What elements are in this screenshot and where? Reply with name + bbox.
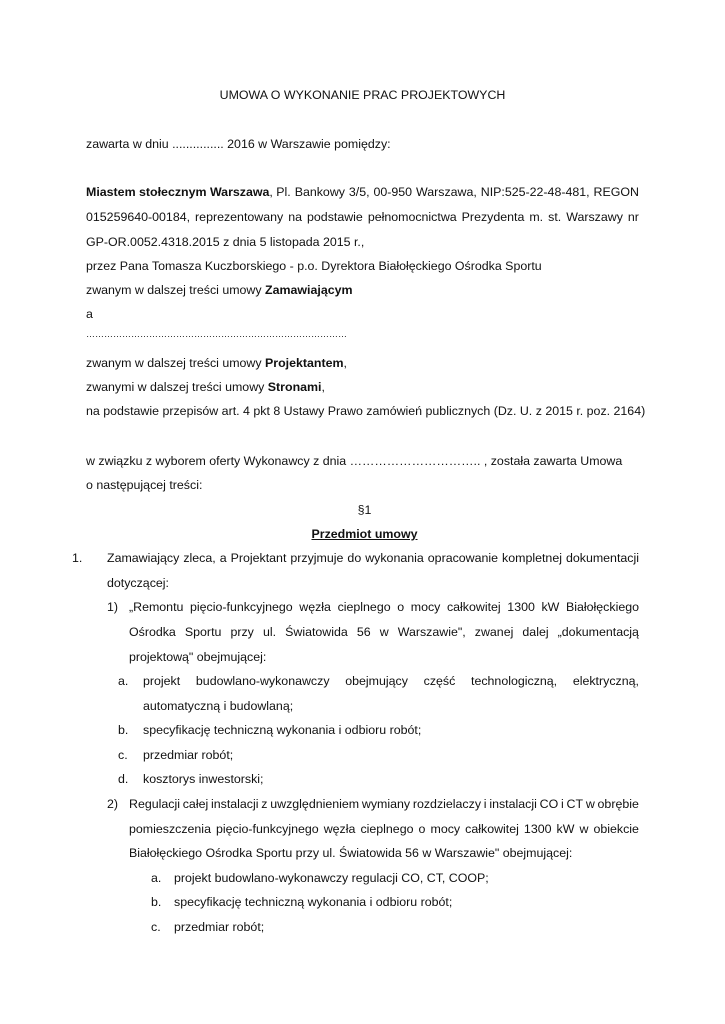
word: cieplnego <box>360 822 414 836</box>
word: obrębie <box>597 797 639 811</box>
party1-line2 <box>86 211 639 223</box>
sub1-c-line1: przedmiar robót; <box>143 748 234 762</box>
sub1-b-marker: b. <box>118 723 129 737</box>
text: zwanym w dalszej treści umowy <box>86 283 266 297</box>
word: „Remontu <box>129 600 184 614</box>
party2-line3: na podstawie przepisów art. 4 pkt 8 Ustawy Prawo zamówień publicznych (Dz. U. z 2015 r. poz. 2164) <box>86 404 646 418</box>
word: Światowida <box>285 625 348 639</box>
role-projektant: Projektantem <box>265 356 344 370</box>
word: technologiczną, <box>471 674 558 688</box>
section-heading <box>0 528 725 540</box>
word: Projektant <box>230 551 287 565</box>
word: cieplnego <box>337 600 391 614</box>
sub2-a-marker: a. <box>151 871 162 885</box>
party2-line2 <box>86 381 325 393</box>
party2-line1 <box>86 357 347 369</box>
word: w <box>585 797 595 811</box>
word: pełnomocnictwa <box>367 210 457 224</box>
word: Ośrodka <box>129 625 176 639</box>
word: dokumentacji <box>565 551 639 565</box>
word: rozdzielaczy <box>412 797 482 811</box>
role-strony: Stronami <box>267 380 322 394</box>
word: pomieszczenia <box>129 822 211 836</box>
word: i <box>560 797 564 811</box>
word: część <box>423 674 456 688</box>
item1-line2: dotyczącej: <box>107 576 169 590</box>
word: CT <box>566 797 584 811</box>
word: węzła <box>299 600 331 614</box>
word: reprezentowany <box>195 210 284 224</box>
word: pięcio-funkcyjnego <box>216 822 319 836</box>
word: podstawie <box>307 210 363 224</box>
sub1-line3: projektową" obejmującej: <box>129 650 267 664</box>
party1-name: Miastem stołecznym Warszawa <box>86 185 270 199</box>
word: projekt <box>143 674 181 688</box>
role-zamawiajacy: Zamawiającym <box>265 283 353 297</box>
word: w <box>379 625 389 639</box>
word: węzła <box>323 822 356 836</box>
word: przyjmuje <box>290 551 344 565</box>
text: zwanym w dalszej treści umowy <box>86 356 266 370</box>
word: Białołęckiego <box>565 600 639 614</box>
word: 1300 <box>523 822 552 836</box>
word: „dokumentacją <box>557 625 639 639</box>
party1-line4: przez Pana Tomasza Kuczborskiego - p.o. Dyrektora Białołęckiego Ośrodka Sportu <box>86 259 542 273</box>
sub1-line2 <box>129 626 639 638</box>
text: , <box>321 380 325 394</box>
party2-blank: …………………………………………………………………………… <box>86 330 347 339</box>
word: w <box>579 822 589 836</box>
word: Regulacji <box>129 797 180 811</box>
word: 56 <box>356 625 371 639</box>
word: a <box>219 551 227 565</box>
word: opracowanie <box>427 551 499 565</box>
word: Warszawa, <box>416 185 477 199</box>
word: instalacji <box>489 797 537 811</box>
sub2-c-line1: przedmiar robót; <box>174 920 265 934</box>
sub2-c-marker: c. <box>151 920 161 934</box>
word: i <box>483 797 487 811</box>
word: całej <box>182 797 209 811</box>
word: 3/5, <box>348 185 370 199</box>
word: Warszawy <box>566 210 623 224</box>
sub1-a-marker: a. <box>118 674 129 688</box>
sub2-line3: Białołęckiego Ośrodka Sportu przy ul. Światowida 56 w Warszawie" obejmującej: <box>129 846 573 860</box>
offer-line2: o następującej treści: <box>86 478 203 492</box>
section-number: §1 <box>357 503 372 517</box>
word: wykonania <box>365 551 424 565</box>
document-title: UMOWA O WYKONANIE PRAC PROJEKTOWYCH <box>219 88 506 102</box>
word: całkowitej <box>446 600 501 614</box>
word: z <box>261 797 268 811</box>
word: na <box>288 210 303 224</box>
sub1-a-line2: automatyczną i budowlaną; <box>143 699 294 713</box>
word: 015259640-00184, <box>86 210 191 224</box>
party1-line3: GP-OR.0052.4318.2015 z dnia 5 listopada 2015 r., <box>86 235 365 249</box>
word: Warszawie", <box>397 625 466 639</box>
word: mocy <box>430 822 461 836</box>
word: całkowitej <box>465 822 519 836</box>
word: mocy <box>410 600 441 614</box>
word: Sportu <box>184 625 222 639</box>
word: kW <box>556 822 575 836</box>
sub2-a-line1: projekt budowlano-wykonawczy regulacji CO, CT, COOP; <box>174 871 489 885</box>
word: obejmujący <box>345 674 408 688</box>
sub1-d-marker: d. <box>118 772 129 786</box>
word: budowlano-wykonawczy <box>195 674 330 688</box>
word: kW <box>541 600 560 614</box>
word: 1300 <box>507 600 535 614</box>
sub1-d-line1: kosztorys inwestorski; <box>143 772 264 786</box>
sub1-b-line1: specyfikację techniczną wykonania i odbioru robót; <box>143 723 422 737</box>
conjunction: a <box>86 307 93 321</box>
word: o <box>418 822 426 836</box>
sub2-marker: 2) <box>107 797 119 811</box>
word: do <box>347 551 362 565</box>
word: CO <box>539 797 559 811</box>
sub1-marker: 1) <box>107 600 119 614</box>
word: dalej <box>522 625 549 639</box>
word: zwanej <box>474 625 514 639</box>
item1-marker: 1. <box>72 551 83 565</box>
word: instalacji <box>210 797 259 811</box>
text: zwanymi w dalszej treści umowy <box>86 380 268 394</box>
sub2-line1 <box>129 798 639 810</box>
word: , Pl. <box>269 185 291 199</box>
sub2-b-marker: b. <box>151 895 162 909</box>
word: przy <box>230 625 254 639</box>
word: kompletnej <box>502 551 562 565</box>
word: wymiany <box>361 797 411 811</box>
word: nr <box>627 210 639 224</box>
sub1-a-line1 <box>143 675 639 687</box>
word: st. <box>548 210 562 224</box>
text: , <box>343 356 347 370</box>
sub1-line1 <box>129 601 639 613</box>
word: uwzględnieniem <box>270 797 360 811</box>
item1-line1 <box>107 552 639 564</box>
word: obiekcie <box>593 822 639 836</box>
intro-line: zawarta w dniu ............... 2016 w Warszawie pomiędzy: <box>86 137 391 151</box>
word: REGON <box>593 185 639 199</box>
word: ul. <box>262 625 277 639</box>
sub2-b-line1: specyfikację techniczną wykonania i odbioru robót; <box>174 895 453 909</box>
section-heading-text: Przedmiot umowy <box>311 527 418 541</box>
word: Bankowy <box>294 185 345 199</box>
word: o <box>397 600 405 614</box>
word: Zamawiający <box>107 551 180 565</box>
party1-line5 <box>86 284 353 296</box>
offer-line1: w związku z wyborem oferty Wykonawcy z dnia ………………………….. , została zawarta Umowa <box>86 454 623 468</box>
word: elektryczną, <box>572 674 639 688</box>
sub2-line2 <box>129 823 639 835</box>
sub1-c-marker: c. <box>118 748 128 762</box>
word: Prezydenta <box>461 210 525 224</box>
word: m. <box>529 210 544 224</box>
word: 00-950 <box>373 185 413 199</box>
word: zleca, <box>183 551 216 565</box>
word: NIP:525-22-48-481, <box>480 185 590 199</box>
party1-line1 <box>86 186 639 198</box>
word: pięcio-funkcyjnego <box>190 600 293 614</box>
